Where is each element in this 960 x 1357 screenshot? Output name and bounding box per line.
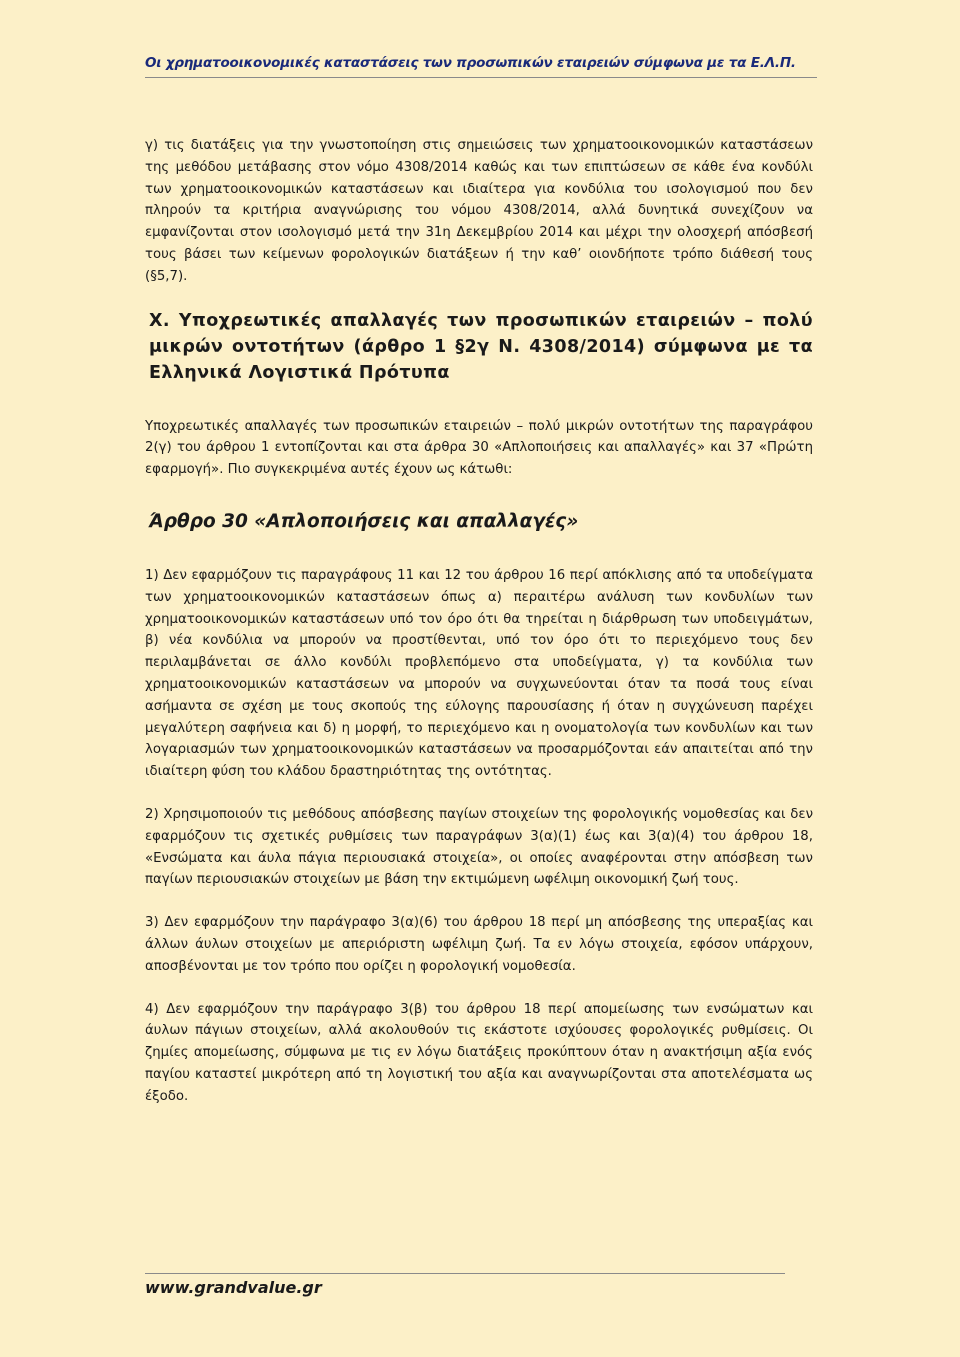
intro-paragraph: γ) τις διατάξεις για την γνωστοποίηση στις σημειώσεις των χρηματοοικονομικών καταστάσεων της μεθόδου μετάβασης στον νόμο 4308/2014 καθώς και των επιπτώσεων σε κάθε ένα κονδύλι των χρηματοοικονομικών καταστάσεων και ιδιαίτερα για κονδύλια του ισολογισμού που δεν πληρούν τα κριτήρια αναγνώρισης του νόμου 4308/2014, αλλά δυνητικά συνεχίζουν να εμφανίζονται στον ισολογισμό μετά την 31η Δεκεμβρίου 2014 και μέχρι την ολοσχερή απόσβεσή τους βάσει των κείμενων φορολογικών διατάξεων ή την καθ’ οιονδήποτε τρόπο διάθεσή τους (§5,7). xyxy=(145,138,813,284)
article-item-1: 1) Δεν εφαρμόζουν τις παραγράφους 11 και 12 του άρθρου 16 περί απόκλισης από τα υποδείγματα των χρηματοοικονομικών καταστάσεων όπως α) περαιτέρω ανάλυση των κονδυλίων των χρηματοοικονομικών καταστάσεων υπό τον όρο ότι θα τηρείται η διάρθρωση των υποδειγμάτων, β) νέα κονδύλια να μπορούν να προστίθενται, υπό τον όρο ότι το περιεχόμενο τους δεν περιλαμβάνεται σε άλλο κονδύλι προβλεπόμενο στα υποδείγματα, γ) τα κονδύλια των χρηματοοικονομικών καταστάσεων να μπορούν να συγχωνεύονται όταν τα ποσά τους είναι ασήμαντα σε σχέση με τους σκοπούς της εύλογης παρουσίασης ή όταν η συγχώνευση παρέχει μεγαλύτερη σαφήνεια και δ) η μορφή, το περιεχόμενο και η ονοματολογία των κονδυλίων και των λογαριασμών των χρηματοοικονομικών καταστάσεων να προσαρμόζονται εάν απαιτείται από την ιδιαίτερη φύση του κλάδου δραστηριότητας της οντότητας. xyxy=(145,567,813,780)
footer-divider xyxy=(145,1273,785,1274)
footer-website: www.grandvalue.gr xyxy=(145,1278,322,1297)
article-item-3: 3) Δεν εφαρμόζουν την παράγραφο 3(α)(6) του άρθρου 18 περί μη απόσβεσης της υπεραξίας και άλλων άυλων στοιχείων με απεριόριστη ωφέλιμη ζωή. Τα εν λόγω στοιχεία, εφόσον υπάρχουν, αποσβένονται με τον τρόπο που ορίζει η φορολογική νομοθεσία. xyxy=(145,915,813,974)
article-title: Άρθρο 30 «Απλοποιήσεις και απαλλαγές» xyxy=(149,510,579,532)
running-header: Οι χρηματοοικονομικές καταστάσεις των προσωπικών εταιρειών σύμφωνα με τα Ε.Λ.Π. xyxy=(145,55,796,71)
article-item-4: 4) Δεν εφαρμόζουν την παράγραφο 3(β) του άρθρου 18 περί απομείωσης των ενσώματων και άυλων πάγιων στοιχείων, αλλά ακολουθούν τις εκάστοτε ισχύουσες φορολογικές ρυθμίσεις. Οι ζημίες απομείωσης, σύμφωνα με τις εν λόγω διατάξεις προκύπτουν όταν η ανακτήσιμη αξία ενός παγίου καταστεί μικρότερη από τη λογιστική του αξία και αναγνωρίζονται στα αποτελέσματα ως έξοδο. xyxy=(145,1001,813,1104)
section-title: Χ. Υποχρεωτικές απαλλαγές των προσωπικών εταιρειών – πολύ μικρών οντοτήτων (άρθρο 1 §2γ Ν. 4308/2014) σύμφωνα με τα Ελληνικά Λογιστικά Πρότυπα xyxy=(149,310,813,383)
header-divider xyxy=(145,77,817,78)
document-body xyxy=(145,135,813,1129)
article-item-2: 2) Χρησιμοποιούν τις μεθόδους απόσβεσης παγίων στοιχείων της φορολογικής νομοθεσίας και δεν εφαρμόζουν τις σχετικές ρυθμίσεις των παραγράφων 3(α)(1) έως και 3(α)(4) του άρθρου 18, «Ενσώματα και άυλα πάγια περιουσιακά στοιχεία», οι οποίες αναφέρονται στην απόσβεση των παγίων περιουσιακών στοιχείων με βάση την εκτιμώμενη ωφέλιμη οικονομική ζωή τους. xyxy=(145,806,813,888)
lead-paragraph: Υποχρεωτικές απαλλαγές των προσωπικών εταιρειών – πολύ μικρών οντοτήτων της παραγράφου 2(γ) του άρθρου 1 εντοπίζονται και στα άρθρα 30 «Απλοποιήσεις και απαλλαγές» και 37 «Πρώτη εφαρμογή». Πιο συγκεκριμένα αυτές έχουν ως κάτωθι: xyxy=(145,418,813,478)
